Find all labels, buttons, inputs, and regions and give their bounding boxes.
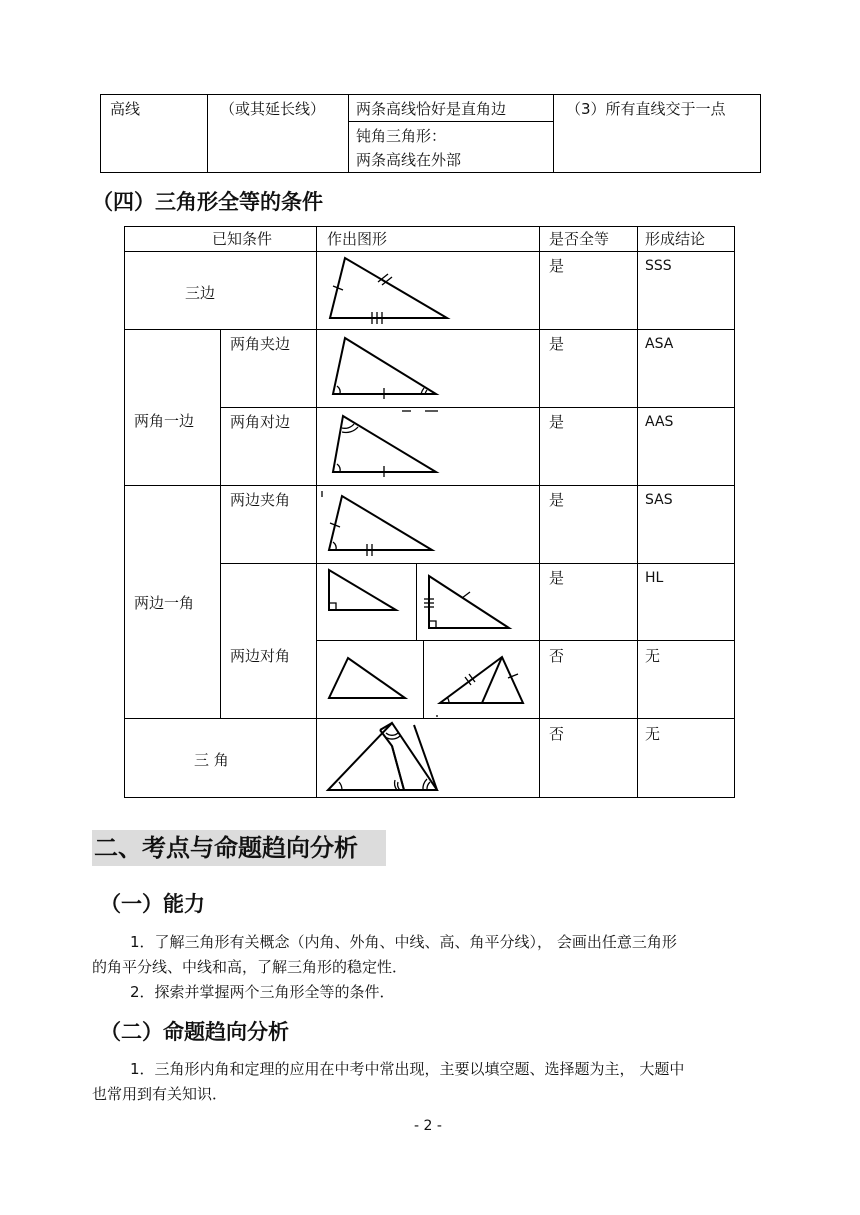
top-col3-line2: 钝角三角形： (356, 127, 447, 145)
row-hl-conclusion: HL (645, 570, 664, 586)
top-row-label: 高线 (110, 100, 141, 118)
top-col2-text: （或其延长线） (220, 100, 326, 118)
top-col3-line3: 两条高线在外部 (356, 151, 462, 169)
group-two-angles-one-side: 两角一边 (134, 412, 195, 430)
sub2-paragraph1-line1: 1．三角形内角和定理的应用在中考中常出现，主要以填空题、选择题为主， 大题中 (130, 1060, 685, 1078)
header-known-conditions: 已知条件 (212, 230, 273, 248)
top-col4-text: （3）所有直线交于一点 (566, 100, 726, 118)
row-asa-conclusion: ASA (645, 336, 674, 352)
row-aaa-condition: 三 角 (194, 751, 229, 769)
row-aas-congruent: 是 (549, 413, 565, 431)
row-sss-condition: 三边 (185, 284, 216, 302)
row-ssa-condition: 两边对角 (230, 647, 291, 665)
row-sas-condition: 两边夹角 (230, 491, 291, 509)
row-aaa-congruent: 否 (549, 725, 565, 743)
page-number: - 2 - (414, 1118, 442, 1134)
row-aaa-conclusion: 无 (645, 725, 661, 743)
row-hl-congruent: 是 (549, 569, 565, 587)
row-aas-condition: 两角对边 (230, 413, 291, 431)
row-sss-congruent: 是 (549, 257, 565, 275)
row-sss-conclusion: SSS (645, 258, 672, 274)
row-ssa-congruent: 否 (549, 647, 565, 665)
row-asa-condition: 两角夹边 (230, 335, 291, 353)
header-figure: 作出图形 (327, 230, 388, 248)
group-two-sides-one-angle: 两边一角 (134, 594, 195, 612)
sub1-title: （一）能力 (100, 892, 205, 916)
row-ssa-conclusion: 无 (645, 647, 661, 665)
top-col3-line1: 两条高线恰好是直角边 (356, 100, 507, 118)
row-sas-congruent: 是 (549, 491, 565, 509)
header-conclusion: 形成结论 (645, 230, 706, 248)
sub1-paragraph1-line2: 的角平分线、中线和高，了解三角形的稳定性． (92, 958, 408, 976)
section4-title: （四）三角形全等的条件 (92, 190, 323, 214)
sub2-title: （二）命题趋向分析 (100, 1020, 289, 1044)
row-sas-conclusion: SAS (645, 492, 673, 508)
part2-title: 二、考点与命题趋向分析 (92, 830, 386, 866)
header-congruent: 是否全等 (549, 230, 610, 248)
sub1-paragraph2: 2．探索并掌握两个三角形全等的条件． (130, 983, 395, 1001)
row-asa-congruent: 是 (549, 335, 565, 353)
row-aas-conclusion: AAS (645, 414, 674, 430)
sub1-paragraph1-line1: 1．了解三角形有关概念（内角、外角、中线、高、角平分线）， 会画出任意三角形 (130, 933, 677, 951)
sub2-paragraph1-line2: 也常用到有关知识． (92, 1085, 228, 1103)
